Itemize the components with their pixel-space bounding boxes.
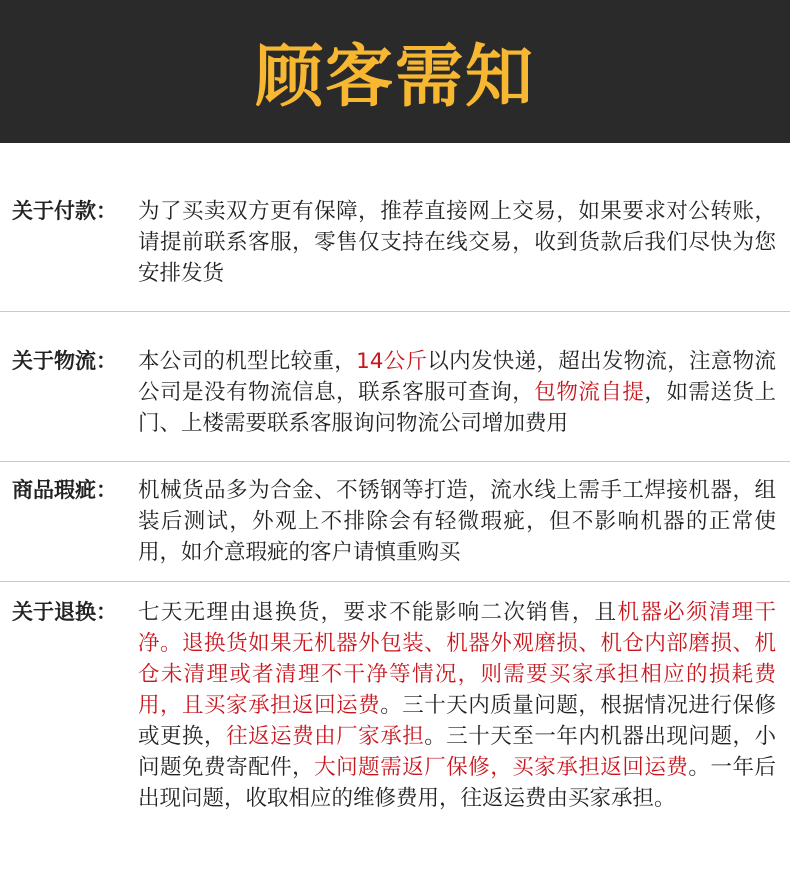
text-segment: 以内发快递，超出发物流，注意物流公司是没有物流信息，联系客服可查询， bbox=[138, 349, 776, 405]
section-text bbox=[138, 196, 776, 289]
text-segment: 。三十天内质量问题，根据情况进行保修或更换， bbox=[138, 693, 776, 749]
header-banner bbox=[0, 0, 790, 143]
text-highlight: 大问题需返厂保修，买家承担返回运费 bbox=[314, 755, 689, 780]
text-segment: 为了买卖双方更有保障，推荐直接网上交易，如果要求对公转账，请提前联系客服，零售仅支持在线交易，收到货款后我们尽快为您安排发货 bbox=[138, 199, 776, 286]
section-label: 关于退换： bbox=[12, 600, 117, 624]
section-text bbox=[138, 346, 776, 439]
text-segment: 。三十天至一年内机器出现问题，小问题免费寄配件， bbox=[138, 724, 776, 780]
text-highlight: 机器必须清理干净。退换货如果无机器外包装、机器外观磨损、机仓内部磨损、机仓未清理或者清理不干净等情况，则需要买家承担相应的损耗费用，且买家承担返回运费 bbox=[138, 600, 776, 718]
text-segment: 。一年后出现问题，收取相应的维修费用，往返运费由买家承担。 bbox=[138, 755, 776, 811]
text-highlight: 包物流自提 bbox=[534, 380, 645, 405]
section-defects bbox=[0, 475, 790, 568]
text-segment: 本公司的机型比较重， bbox=[138, 349, 357, 374]
section-label: 商品瑕疵： bbox=[12, 478, 117, 502]
divider bbox=[0, 461, 790, 462]
text-segment: ，如需送货上门、上楼需要联系客服询问物流公司增加费用 bbox=[138, 380, 776, 436]
section-label: 关于付款： bbox=[12, 199, 117, 223]
section-text bbox=[138, 597, 776, 814]
text-segment: 七天无理由退换货，要求不能影响二次销售，且 bbox=[138, 600, 618, 625]
section-payment bbox=[0, 196, 790, 289]
section-label: 关于物流： bbox=[12, 349, 117, 373]
text-segment: 机械货品多为合金、不锈钢等打造，流水线上需手工焊接机器，组装后测试，外观上不排除会有轻微瑕疵，但不影响机器的正常使用，如介意瑕疵的客户请慎重购买 bbox=[138, 478, 776, 565]
divider bbox=[0, 311, 790, 312]
section-logistics bbox=[0, 346, 790, 439]
text-highlight: 14公斤 bbox=[356, 349, 428, 374]
section-text bbox=[138, 475, 776, 568]
divider bbox=[0, 581, 790, 582]
page-title: 顾客需知 bbox=[254, 37, 535, 117]
text-highlight: 往返运费由厂家承担 bbox=[226, 724, 425, 749]
section-returns bbox=[0, 597, 790, 814]
